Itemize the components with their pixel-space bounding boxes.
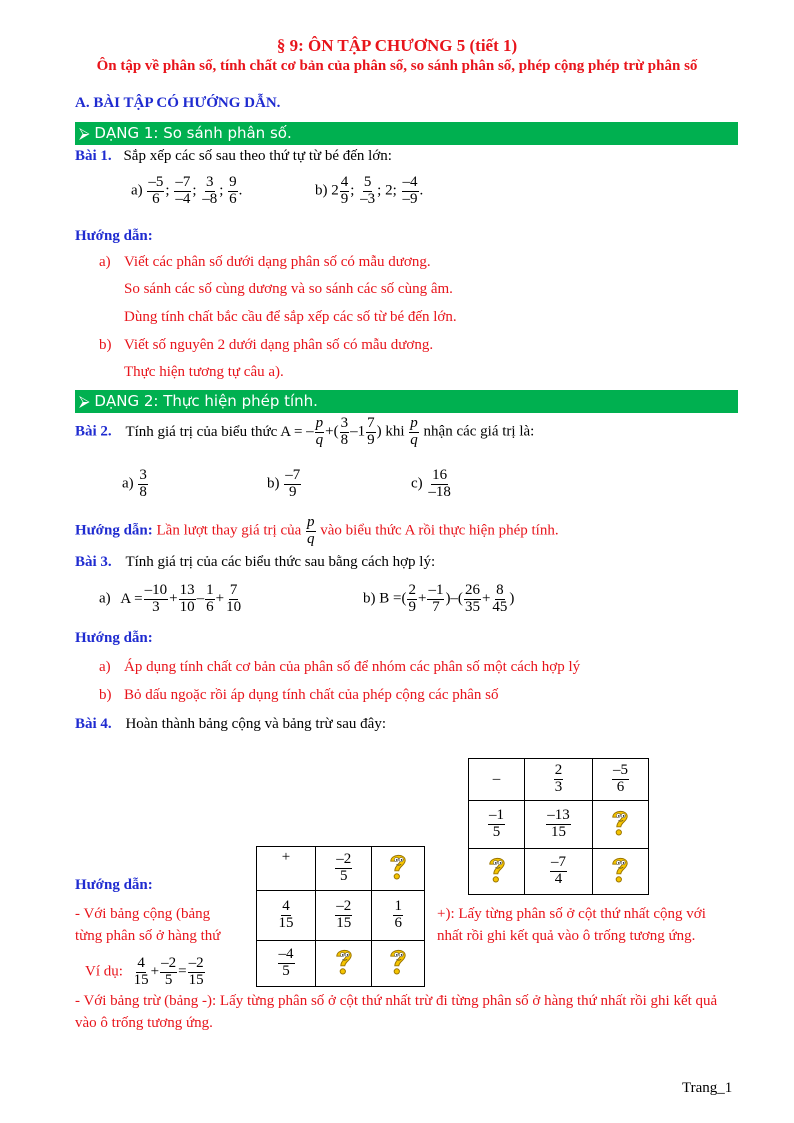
question-mark-icon <box>328 943 360 979</box>
fraction: $\frac{-7}{9}$ <box>285 467 301 500</box>
fraction: $\frac{26}{35}$ <box>464 582 480 615</box>
table-operator: – <box>469 759 525 801</box>
table-cell: $\frac{-2}{15}$ <box>316 891 372 941</box>
addition-table <box>256 846 425 987</box>
bai2-a: a) $\frac{3}{8}$ <box>122 467 147 500</box>
bai1-a: a) $\frac{-5}{6}$ ; $\frac{-7}{-4}$ ; $\frac{3}{-8}$ ; $\frac{9}{6}$ . <box>131 174 243 207</box>
table-cell: $\frac{1}{6}$ <box>372 891 425 941</box>
bai4-example: Ví dụ: $\frac{4}{15}$ + $\frac{-2}{5}$ = $\frac{-2}{15}$ <box>85 955 204 988</box>
bai1-label: Bài 1. <box>75 148 112 164</box>
table-row-header: $\frac{-4}{5}$ <box>257 941 316 987</box>
bai3-b: b) B =( $\frac{2}{9}$ + $\frac{-1}{7}$ )–( $\frac{26}{35}$ + $\frac{8}{45}$ ) <box>363 582 515 615</box>
bai4-guide-add-1: - Với bảng cộng (bảng <box>75 906 211 922</box>
bai1-guide-4: Viết số nguyên 2 dưới dạng phân số có mẫu dương. <box>124 337 434 353</box>
fraction: $\frac{-5}{6}$ <box>148 174 164 207</box>
bai4-label: Bài 4. <box>75 716 112 732</box>
fraction: $\frac{-1}{7}$ <box>428 582 444 615</box>
bai1-guide-a-label: a) <box>99 254 111 270</box>
bai3-prompt <box>75 552 435 572</box>
bai3-text: Tính giá trị của các biểu thức sau bằng cách hợp lý: <box>125 554 436 570</box>
bai4-guide-sub: - Với bảng trừ (bảng -): Lấy từng phân số ở cột thứ nhất trừ đi từng phân số ở hàng thứ nhất rồi ghi kết quả vào ô trống tương ứng. <box>75 993 718 1031</box>
dang2-band: ⮚ DẠNG 2: Thực hiện phép tính. <box>75 390 738 413</box>
bai4-text: Hoàn thành bảng cộng và bảng trừ sau đây: <box>125 716 386 732</box>
bai4-guide-add-2: từng phân số ở hàng thứ <box>75 928 221 944</box>
bai1-a-label: a) <box>131 182 143 199</box>
question-mark-icon <box>604 804 636 840</box>
section-a-heading: A. BÀI TẬP CÓ HƯỚNG DẪN. <box>75 95 281 111</box>
table-cell-empty[interactable] <box>469 849 525 895</box>
fraction: $\frac{1}{6}$ <box>206 582 214 615</box>
bai1-prompt <box>75 146 392 166</box>
question-mark-icon <box>382 943 414 979</box>
fraction: $\frac{-7}{-4}$ <box>175 174 191 207</box>
bai1-b-label: b) <box>315 182 328 199</box>
fraction: $\frac{4}{15}$ <box>133 955 149 988</box>
bai3-guide-label: Hướng dẫn: <box>75 630 153 646</box>
bai1-guide-3: Dùng tính chất bắc cầu để sắp xếp các số từ bé đến lớn. <box>124 309 457 325</box>
bai2-guide-label: Hướng dẫn: <box>75 522 153 539</box>
table-operator: + <box>257 847 316 891</box>
page-subtitle: Ôn tập về phân số, tính chất cơ bản của phân số, so sánh phân số, phép cộng phép trừ phân số <box>96 58 698 74</box>
bai2-text: Tính giá trị của biểu thức A = <box>125 423 307 440</box>
bai3-a: a) A = $\frac{-10}{3}$ + $\frac{13}{10}$ – $\frac{1}{6}$ + $\frac{7}{10}$ <box>99 582 242 615</box>
fraction: $\frac{13}{10}$ <box>179 582 195 615</box>
table-row-header: $\frac{-1}{5}$ <box>469 801 525 849</box>
fraction: $\frac{9}{6}$ <box>229 174 237 207</box>
page-title: § 9: ÔN TẬP CHƯƠNG 5 (tiết 1) <box>276 36 518 55</box>
bai1-text: Sắp xếp các số sau theo thứ tự từ bé đến lớn: <box>123 148 392 164</box>
example-label: Ví dụ: <box>85 963 123 980</box>
fraction: $\frac{3}{-8}$ <box>202 174 218 207</box>
table-header-cell: $\frac{-2}{5}$ <box>316 847 372 891</box>
fraction: $\frac{p}{q}$ <box>307 514 315 547</box>
bai4-guide-add-r2: nhất rồi ghi kết quả vào ô trống tương ứng. <box>437 928 696 944</box>
fraction: $\frac{3}{8}$ <box>340 415 349 448</box>
table-header-cell: $\frac{2}{3}$ <box>525 759 593 801</box>
bai3-label: Bài 3. <box>75 554 112 570</box>
table-cell-empty[interactable] <box>592 801 648 849</box>
bai3-guide-b-label: b) <box>99 687 112 703</box>
bai1-b: b) 2 $\frac{4}{9}$ ; $\frac{5}{-3}$ ; 2; $\frac{-4}{-9}$ . <box>315 174 424 207</box>
bai3-guide-a-label: a) <box>99 659 111 675</box>
page-number: Trang_1 <box>682 1080 733 1096</box>
fraction: $\frac{-2}{15}$ <box>188 955 204 988</box>
fraction: $\frac{2}{9}$ <box>408 582 416 615</box>
fraction: $\frac{-10}{3}$ <box>144 582 168 615</box>
fraction: $\frac{8}{45}$ <box>492 582 508 615</box>
bai4-guide-add-r1: +): Lấy từng phân số ở cột thứ nhất cộng với <box>437 906 706 922</box>
table-cell-empty[interactable] <box>316 941 372 987</box>
bai4-guide-label: Hướng dẫn: <box>75 877 153 893</box>
fraction: $\frac{5}{-3}$ <box>360 174 376 207</box>
table-header-cell: $\frac{-5}{6}$ <box>592 759 648 801</box>
bai1-guide-5: Thực hiện tương tự câu a). <box>124 364 284 380</box>
bai1-guide-label: Hướng dẫn: <box>75 228 153 244</box>
bai2-label: Bài 2. <box>75 423 112 440</box>
table-cell-empty[interactable] <box>372 847 425 891</box>
table-cell: $\frac{-7}{4}$ <box>525 849 593 895</box>
dang1-band: ⮚ DẠNG 1: So sánh phân số. <box>75 122 738 145</box>
bai3-guide-2: Bỏ dấu ngoặc rồi áp dụng tính chất của phép cộng các phân số <box>124 687 499 703</box>
bai2-c: c) $\frac{16}{-18}$ <box>411 467 451 500</box>
bai1-guide-b-label: b) <box>99 337 112 353</box>
question-mark-icon <box>604 851 636 887</box>
fraction: $\frac{-4}{-9}$ <box>402 174 418 207</box>
bai2-b: b) $\frac{-7}{9}$ <box>267 467 301 500</box>
question-mark-icon <box>382 848 414 884</box>
fraction: $\frac{7}{9}$ <box>367 415 375 448</box>
fraction: $\frac{p}{q}$ <box>315 415 324 448</box>
table-row-header: $\frac{4}{15}$ <box>257 891 316 941</box>
table-cell: $\frac{-13}{15}$ <box>525 801 593 849</box>
fraction: $\frac{4}{9}$ <box>340 174 349 207</box>
bai3-guide-1: Áp dụng tính chất cơ bản của phân số để nhóm các phân số một cách hợp lý <box>124 659 581 675</box>
table-cell-empty[interactable] <box>372 941 425 987</box>
bai2-guide: Hướng dẫn: Lần lượt thay giá trị của $\frac{p}{q}$ vào biểu thức A rồi thực hiện phép tính. <box>75 514 559 547</box>
fraction: $\frac{16}{-18}$ <box>428 467 451 500</box>
fraction: $\frac{-2}{5}$ <box>161 955 177 988</box>
bai1-guide-2: So sánh các số cùng dương và so sánh các số cùng âm. <box>124 281 453 297</box>
fraction: $\frac{7}{10}$ <box>226 582 242 615</box>
subtraction-table <box>468 758 649 895</box>
bai1-guide-1: Viết các phân số dưới dạng phân số có mẫu dương. <box>124 254 431 270</box>
fraction: $\frac{3}{8}$ <box>139 467 147 500</box>
fraction: $\frac{p}{q}$ <box>410 415 418 448</box>
bai4-prompt <box>75 714 386 734</box>
table-cell-empty[interactable] <box>592 849 648 895</box>
bai2-prompt: Bài 2. Tính giá trị của biểu thức A = – $\frac{p}{q}$ +( $\frac{3}{8}$ –1 $\frac{7}{9}$ ) khi $\frac{p}{q}$ nhận các giá trị là: <box>75 415 535 448</box>
question-mark-icon <box>481 851 513 887</box>
